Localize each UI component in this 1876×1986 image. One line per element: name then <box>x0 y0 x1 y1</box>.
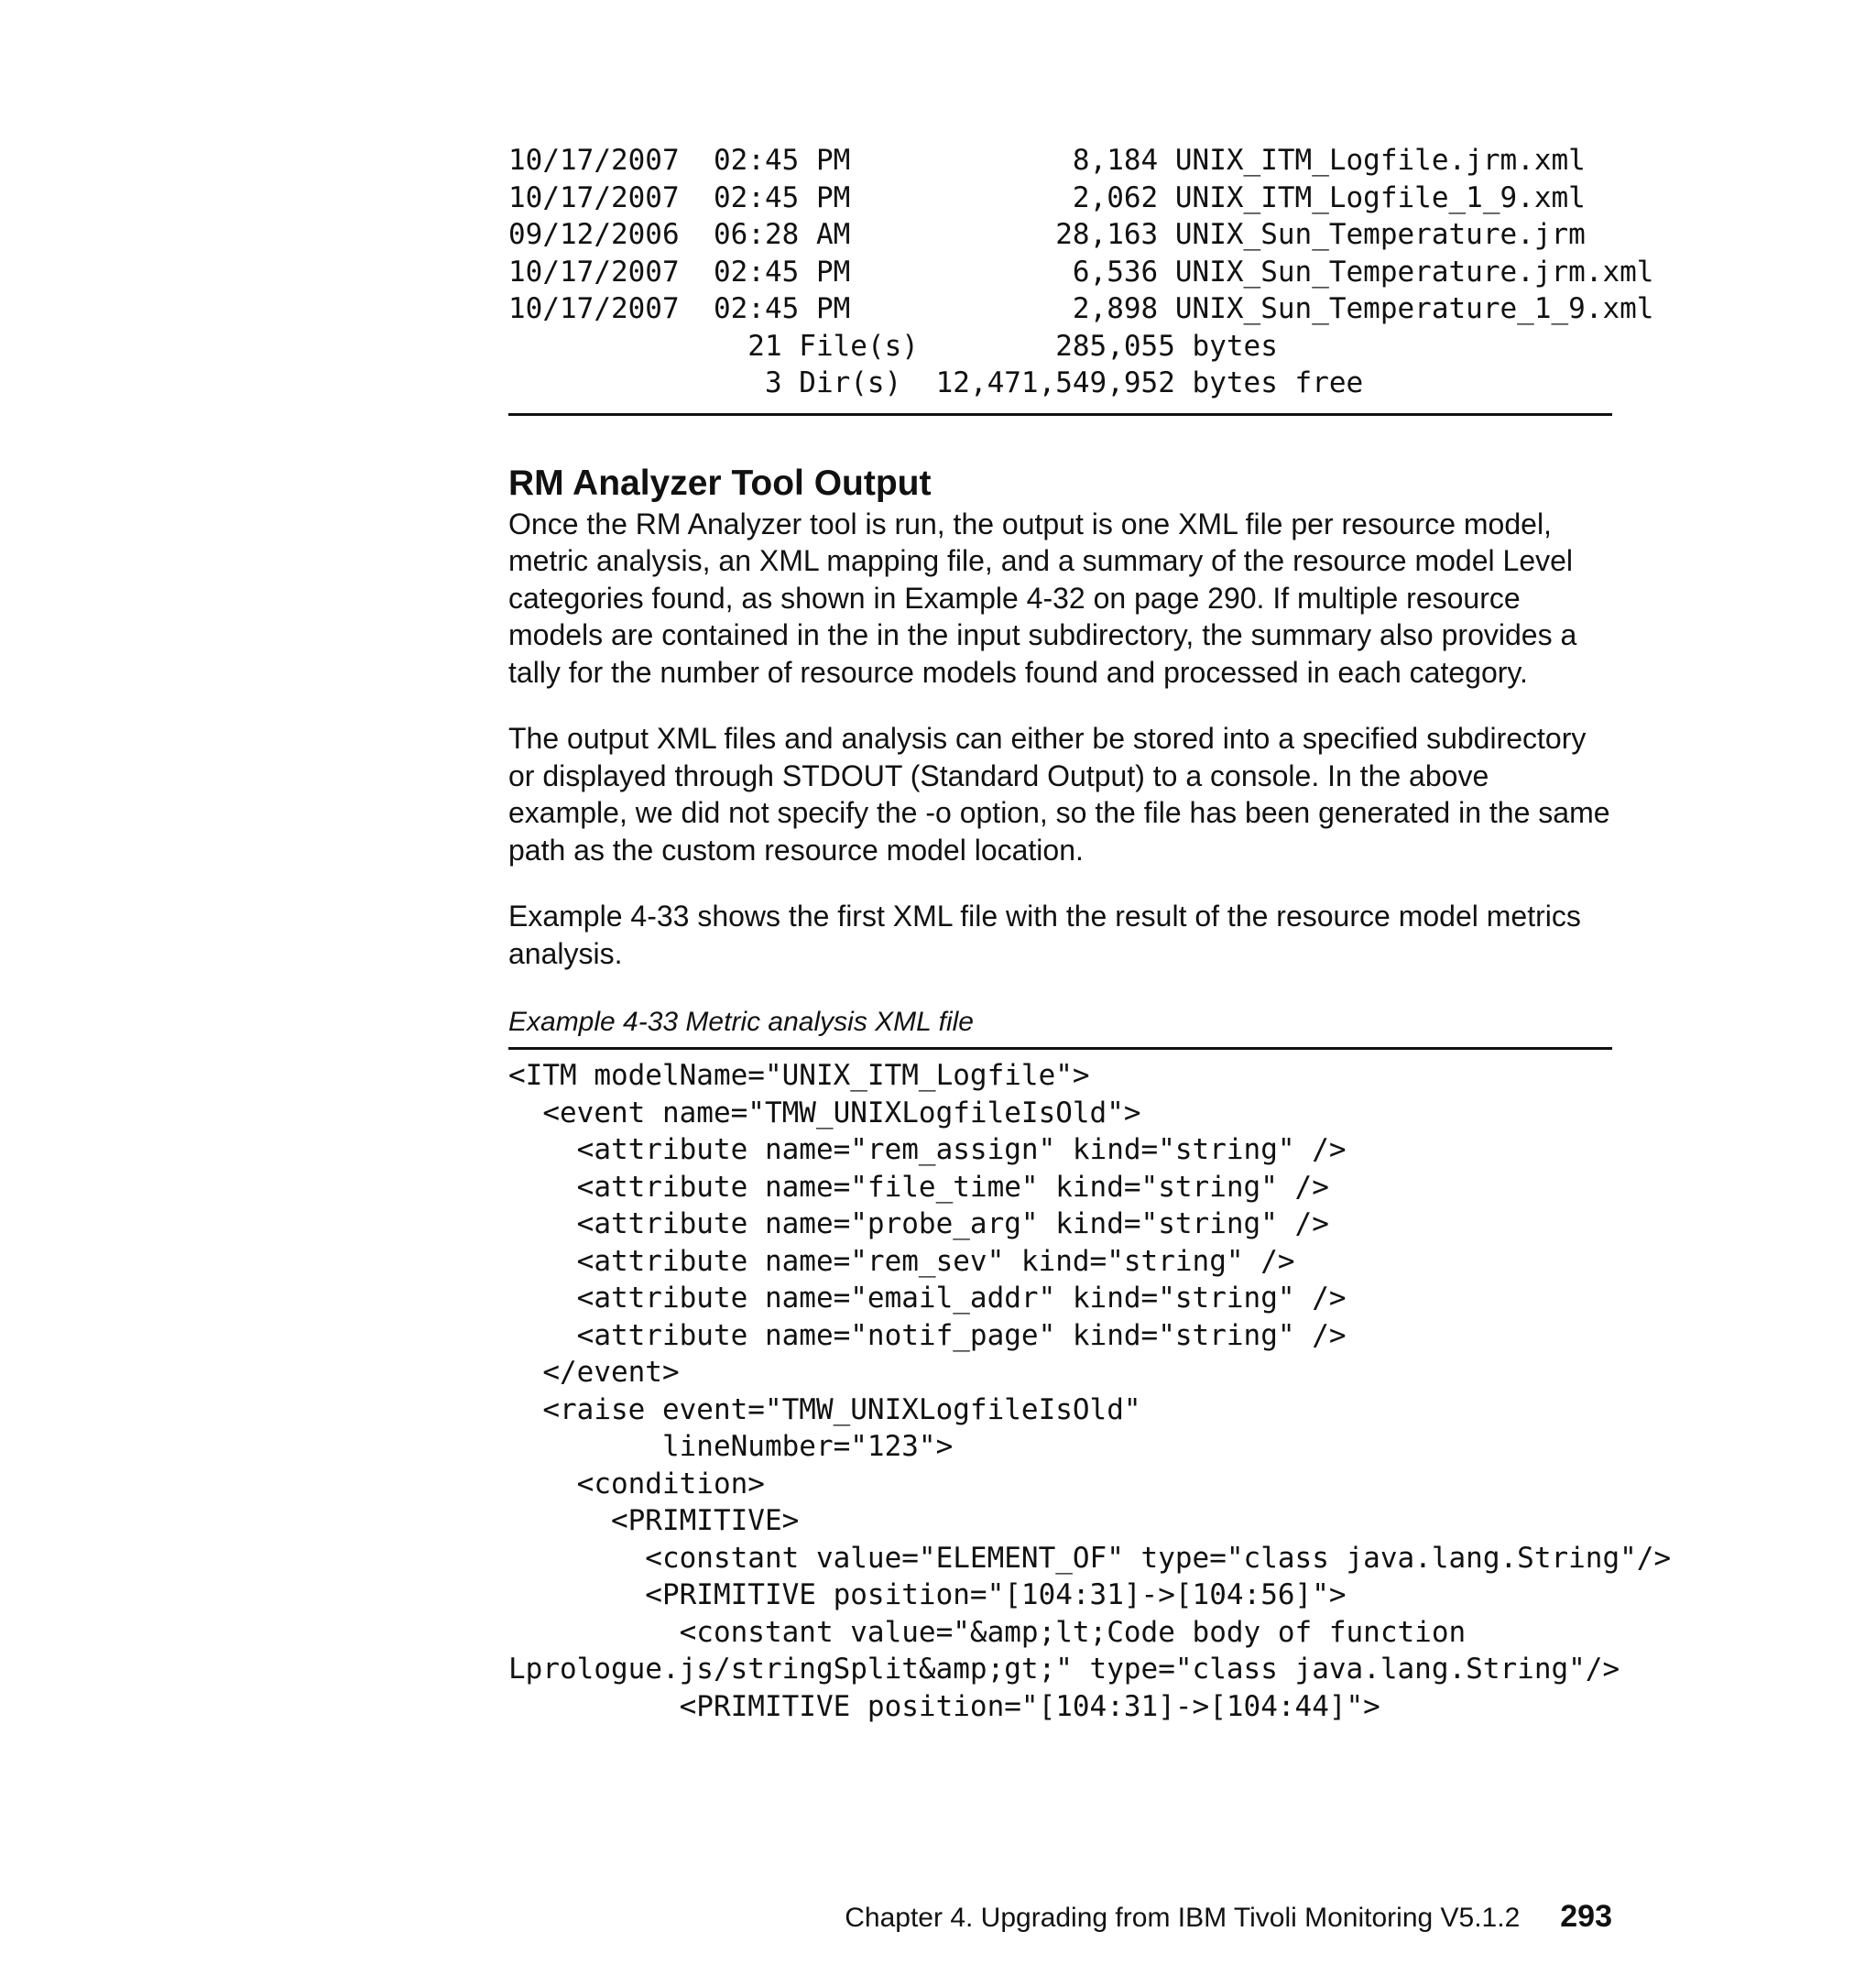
code-line: <constant value="&amp;lt;Code body of function <box>508 1615 1467 1649</box>
example-caption: Example 4-33 Metric analysis XML file <box>508 1007 974 1037</box>
listing-line: 10/17/2007 02:45 PM 6,536 UNIX_Sun_Temperature.jrm.xml <box>508 255 1654 289</box>
listing-summary-dirs: 3 Dir(s) 12,471,549,952 bytes free <box>508 366 1364 399</box>
listing-line: 09/12/2006 06:28 AM 28,163 UNIX_Sun_Temperature.jrm <box>508 218 1586 251</box>
code-line: <PRIMITIVE> <box>508 1504 800 1537</box>
code-line: <attribute name="notif_page" kind="string" /> <box>508 1318 1347 1352</box>
code-line: <attribute name="file_time" kind="string" /> <box>508 1170 1329 1204</box>
listing-end-rule <box>508 413 1612 416</box>
code-line: <attribute name="rem_assign" kind="string" /> <box>508 1133 1347 1166</box>
code-line: <ITM modelName="UNIX_ITM_Logfile"> <box>508 1059 1090 1092</box>
page-number: 293 <box>1560 1899 1612 1934</box>
code-line: <raise event="TMW_UNIXLogfileIsOld" <box>508 1392 1141 1426</box>
code-line: Lprologue.js/stringSplit&amp;gt;" type="class java.lang.String"/> <box>508 1653 1620 1686</box>
listing-line: 10/17/2007 02:45 PM 2,062 UNIX_ITM_Logfile_1_9.xml <box>508 180 1586 214</box>
code-line: <PRIMITIVE position="[104:31]->[104:44]"> <box>508 1689 1380 1723</box>
page-footer <box>845 1899 1612 1936</box>
code-line: <PRIMITIVE position="[104:31]->[104:56]"> <box>508 1578 1347 1611</box>
listing-summary-files: 21 File(s) 285,055 bytes <box>508 329 1278 363</box>
code-line: <event name="TMW_UNIXLogfileIsOld"> <box>508 1096 1141 1129</box>
directory-listing <box>508 142 1654 402</box>
footer-chapter-title: Chapter 4. Upgrading from IBM Tivoli Monitoring V5.1.2 <box>845 1903 1521 1933</box>
paragraph-2: The output XML files and analysis can either be stored into a specified subdirectory or displayed through STDOUT (Standard Output) to a console. In the above example, we did not specify the -o option, so the file has been generated in the same path as the custom resource model location. <box>508 722 1610 867</box>
code-line: <condition> <box>508 1467 765 1500</box>
listing-line: 10/17/2007 02:45 PM 8,184 UNIX_ITM_Logfile.jrm.xml <box>508 144 1586 177</box>
code-line: <attribute name="rem_sev" kind="string" /> <box>508 1244 1295 1278</box>
paragraph-3: Example 4-33 shows the first XML file with the result of the resource model metrics analysis. <box>508 900 1581 970</box>
code-line: lineNumber="123"> <box>508 1430 954 1463</box>
page-content <box>508 142 1672 1725</box>
code-line: <attribute name="email_addr" kind="string" /> <box>508 1282 1347 1315</box>
example-top-rule <box>508 1047 1612 1050</box>
xml-code-block <box>508 1057 1672 1725</box>
code-line: <attribute name="probe_arg" kind="string" /> <box>508 1207 1329 1240</box>
code-line: <constant value="ELEMENT_OF" type="class java.lang.String"/> <box>508 1541 1672 1575</box>
paragraph-1: Once the RM Analyzer tool is run, the output is one XML file per resource model, metric analysis, an XML mapping file, and a summary of the resource model Level categories found, as shown in Example 4-32 on page 290. If multiple resource models are contained in the in the input subdirectory, the summary also provides a tally for the number of resource models found and processed in each category. <box>508 507 1577 689</box>
section-heading: RM Analyzer Tool Output <box>508 463 932 503</box>
code-line: </event> <box>508 1356 680 1389</box>
listing-line: 10/17/2007 02:45 PM 2,898 UNIX_Sun_Temperature_1_9.xml <box>508 292 1654 325</box>
